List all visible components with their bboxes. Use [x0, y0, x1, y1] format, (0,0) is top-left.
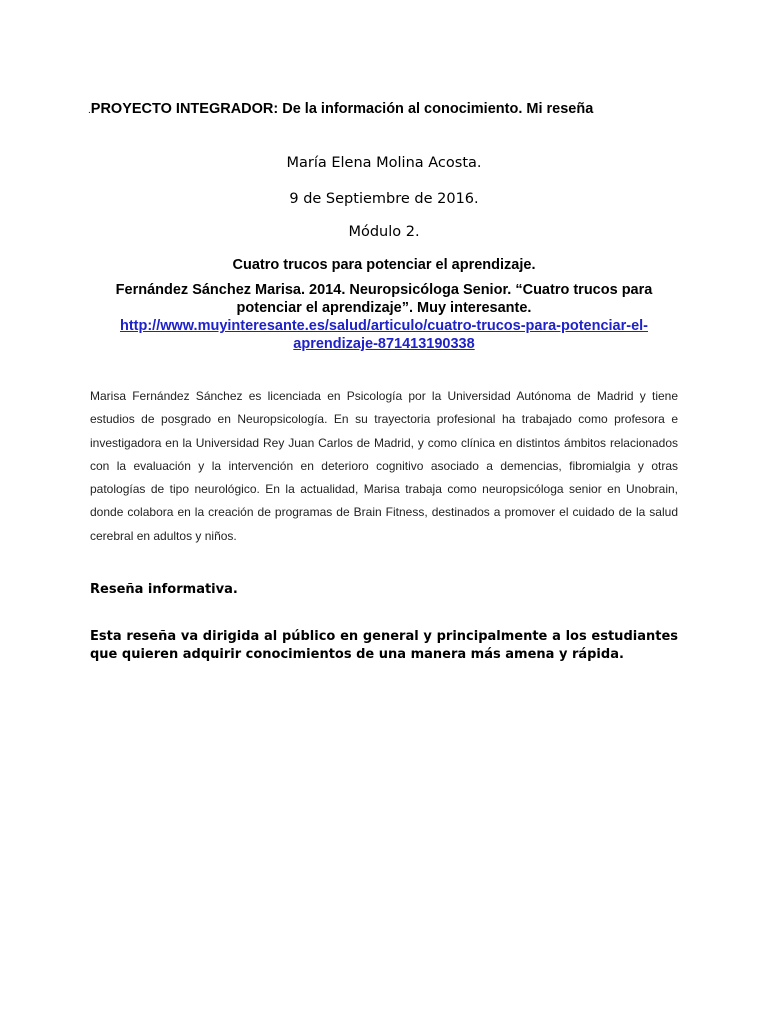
article-link[interactable]: http://www.muyinteresante.es/salud/articulo/cuatro-trucos-para-potenciar-el-aprendizaje-871413190338 [119, 318, 648, 352]
module-label: Módulo 2. [348, 224, 420, 240]
document-date: 9 de Septiembre de 2016. [289, 191, 479, 207]
author-bio-paragraph: Marisa Fernández Sánchez es licenciada en Psicología por la Universidad Autónoma de Madrid y tiene estudios de posgrado en Neuropsicología. En su trayectoria profesional ha trabajado como profesora e investigadora en la Universidad Rey Juan Carlos de Madrid, y como clínica en distintos ámbitos relacionados con la evaluación y la intervención en deterioro cognitivo asociado a demencias, fibromialgia y otras patologías de tipo neurológico. En la actualidad, Marisa trabaja como neuropsicóloga senior en Unobrain, donde colabora en la creación de programas de Brain Fitness, destinados a promover el cuidado de la salud cerebral en adultos y niños. [90, 389, 678, 543]
review-section-title: Reseña informativa. [90, 582, 238, 597]
document-heading [88, 100, 728, 120]
heading-text: PROYECTO INTEGRADOR: De la información al conocimiento. Mi reseña [90, 101, 594, 117]
citation: Fernández Sánchez Marisa. 2014. Neuropsicóloga Senior. “Cuatro trucos para potenciar el aprendizaje”. Muy interesante. [115, 282, 653, 316]
article-title: Cuatro trucos para potenciar el aprendizaje. [232, 257, 536, 273]
author-name: María Elena Molina Acosta. [286, 155, 482, 171]
heading-prefix: . [88, 105, 91, 116]
review-section-body: Esta reseña va dirigida al público en general y principalmente a los estudiantes que quieren adquirir conocimientos de una manera más amena y rápida. [90, 629, 678, 662]
